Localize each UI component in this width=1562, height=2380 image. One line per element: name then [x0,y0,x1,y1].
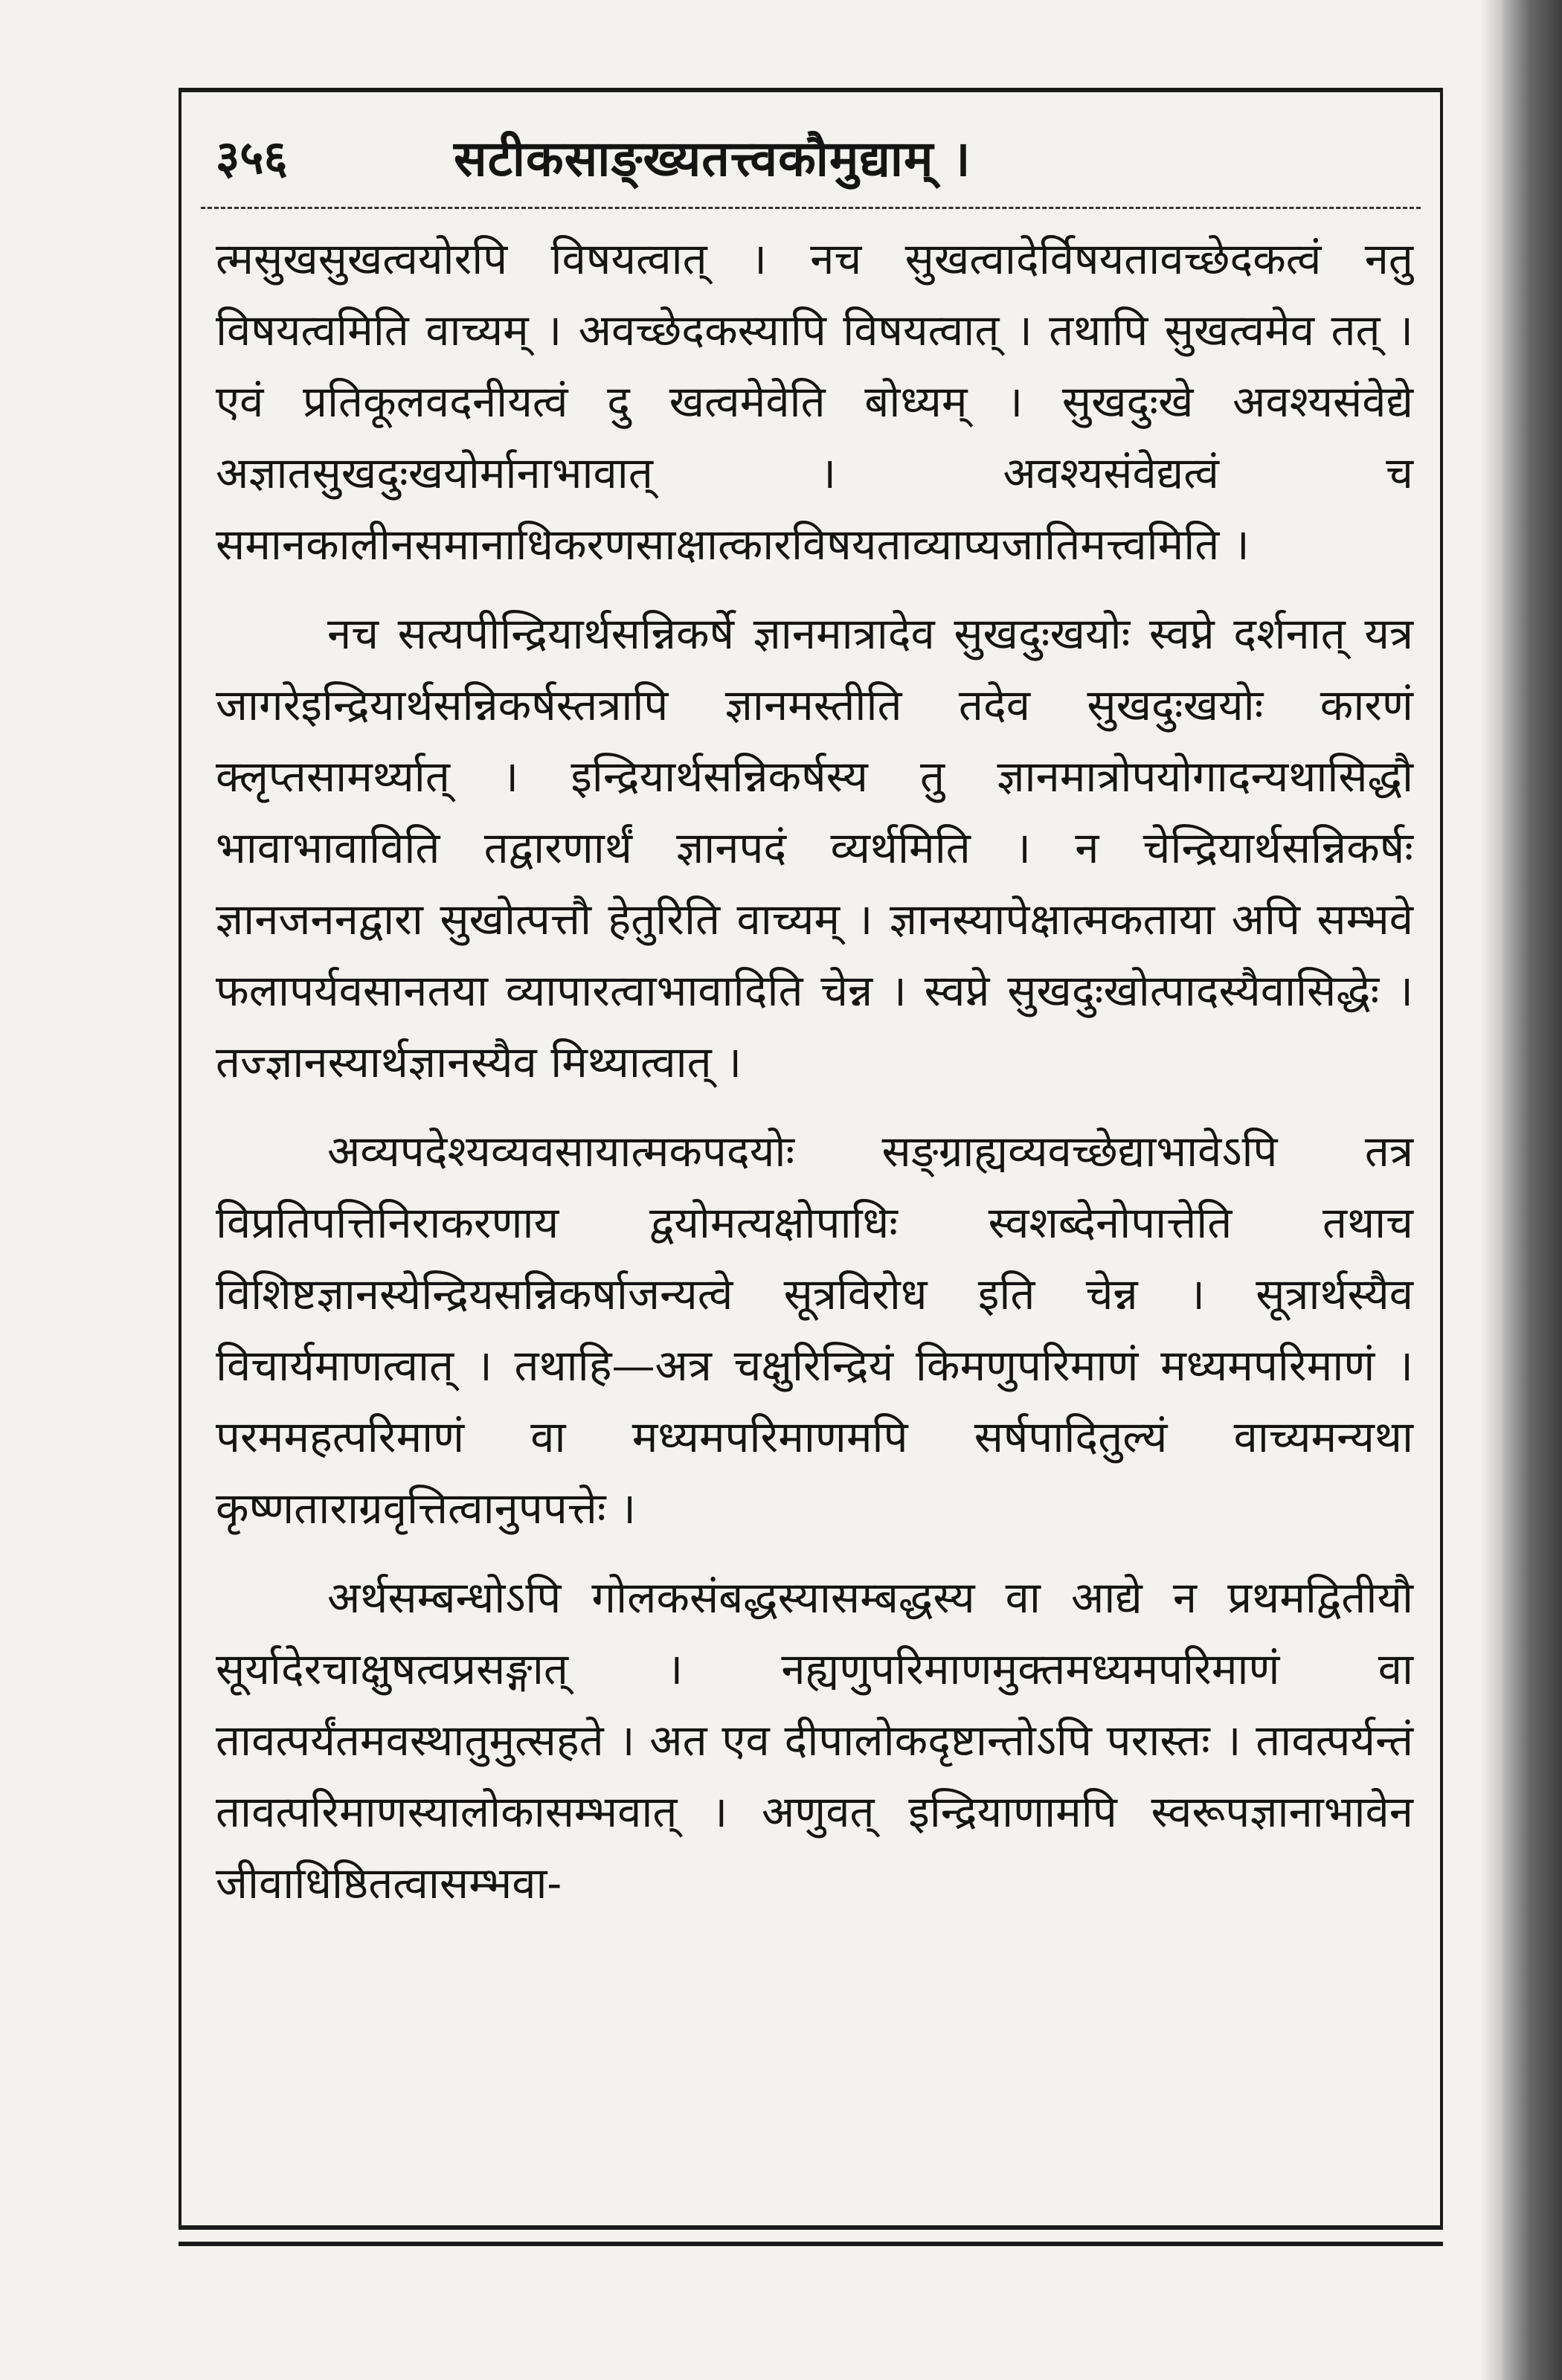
scan-edge [1502,0,1562,2380]
paragraph-3: अव्यपदेश्यव्यवसायात्मकपदयोः सङ्ग्राह्यव्यवच्छेद्याभावेऽपि तत्र विप्रतिपत्तिनिराकरणाय द्वयोमत्यक्षोपाधिः स्वशब्देनोपात्तेति तथाच विशिष्टज्ञानस्येन्द्रियसन्निकर्षाजन्यत्वे सूत्रविरोध इति चेन्न । सूत्रार्थस्यैव विचार्यमाणत्वात् । तथाहि—अत्र चक्षुरिन्द्रियं किमणुपरिमाणं मध्यमपरिमाणं । परममहत्परिमाणं वा मध्यमपरिमाणमपि सर्षपादितुल्यं वाच्यमन्यथा कृष्णताराग्रवृत्तित्वानुपपत्तेः । [216,1126,1413,1534]
page-header [201,112,1421,201]
page-border-bottom-double [179,2242,1443,2246]
page-number: ३५६ [216,130,288,184]
running-title: सटीकसाङ्ख्यतत्त्वकौमुद्याम् । [454,129,971,187]
paragraph-4: अर्थसम्बन्धोऽपि गोलकसंबद्धस्यासम्बद्धस्य वा आद्ये न प्रथमद्वितीयौ सूर्यादेरचाक्षुषत्वप्रसङ्गात् । नह्यणुपरिमाणमुक्तमध्यमपरिमाणं वा तावत्पर्यंतमवस्थातुमुत्सहते । अत एव दीपालोकदृष्टान्तोऽपि परास्तः । तावत्पर्यन्तं तावत्परिमाणस्यालोकासम्भवात् । अणुवत् इन्द्रियाणामपि स्वरूपज्ञानाभावेन जीवाधिष्ठितत्वासम्भवा- [216,1572,1413,1908]
paragraph-1: त्मसुखसुखत्वयोरपि विषयत्वात् । नच सुखत्वादेर्विषयतावच्छेदकत्वं नतु विषयत्वमिति वाच्यम् । अवच्छेदकस्यापि विषयत्वात् । तथापि सुखत्वमेव तत् । एवं प्रतिकूलवदनीयत्वं दु खत्वमेवेति बोध्यम् । सुखदुःखे अवश्यसंवेद्ये अज्ञातसुखदुःखयोर्मानाभावात् । अवश्यसंवेद्यत्वं च समानकालीनसमानाधिकरणसाक्षात्कारविषयताव्याप्यजातिमत्त्वमिति । [216,234,1413,570]
scan-shadow [1480,0,1502,2380]
body-text [216,223,1413,1919]
header-rule [201,207,1421,209]
paragraph-2: नच सत्यपीन्द्रियार्थसन्निकर्षे ज्ञानमात्रादेव सुखदुःखयोः स्वप्ने दर्शनात् यत्र जागरेइन्द्रियार्थसन्निकर्षस्तत्रापि ज्ञानमस्तीति तदेव सुखदुःखयोः कारणं क्लृप्तसामर्थ्यात् । इन्द्रियार्थसन्निकर्षस्य तु ज्ञानमात्रोपयोगादन्यथासिद्धौ भावाभावाविति तद्वारणार्थं ज्ञानपदं व्यर्थमिति । न चेन्द्रियार्थसन्निकर्षः ज्ञानजननद्वारा सुखोत्पत्तौ हेतुरिति वाच्यम् । ज्ञानस्यापेक्षात्मकताया अपि सम्भवे फलापर्यवसानतया व्यापारत्वाभावादिति चेन्न । स्वप्ने सुखदुःखोत्पादस्यैवासिद्धेः । तज्ज्ञानस्यार्थज्ञानस्यैव मिथ्यात्वात् । [216,608,1413,1087]
